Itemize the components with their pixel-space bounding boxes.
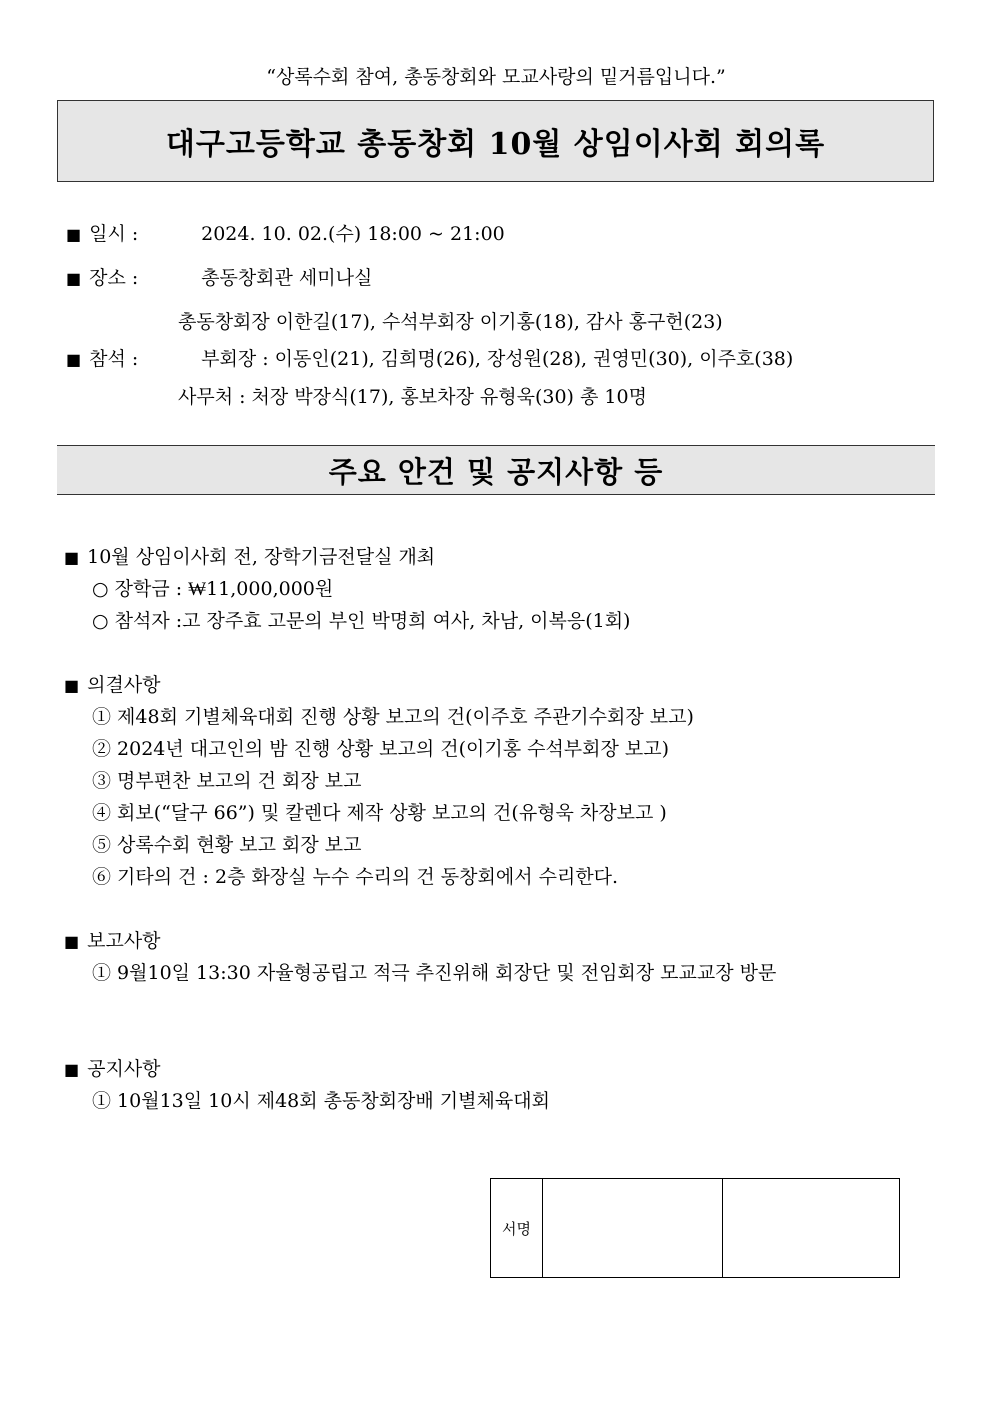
date-label: 일시 : — [89, 223, 139, 245]
info-place-row — [66, 263, 372, 290]
slogan: “상록수회 참여, 총동창회와 모교사랑의 밑거름입니다.” — [266, 66, 726, 88]
list-item: ○ 참석자 :고 장주효 고문의 부인 박명희 여사, 차남, 이복응(1회) — [92, 610, 631, 632]
square-bullet-icon: ■ — [66, 269, 82, 288]
attendee-line-3: 사무처 : 처장 박장식(17), 홍보차장 유형욱(30) 총 10명 — [178, 386, 647, 408]
place-label: 장소 : — [89, 267, 139, 289]
list-item: ④ 회보(“달구 66”) 및 칼렌다 제작 상황 보고의 건(유형욱 차장보고 ) — [92, 802, 667, 824]
document-title: 대구고등학교 총동창회 10월 상임이사회 회의록 — [57, 100, 934, 182]
signature-cell-1 — [543, 1179, 723, 1277]
section-heading-reports: ■ 보고사항 — [64, 930, 161, 952]
square-bullet-icon: ■ — [66, 225, 82, 244]
section-heading-notices: ■ 공지사항 — [64, 1058, 161, 1080]
signature-cell-2 — [723, 1179, 899, 1277]
info-attend-row — [66, 344, 793, 371]
attendee-line-1: 총동창회장 이한길(17), 수석부회장 이기홍(18), 감사 홍구헌(23) — [178, 311, 723, 333]
attendee-line-2: 부회장 : 이동인(21), 김희명(26), 장성원(28), 권영민(30), 이주호(38) — [201, 348, 794, 370]
square-bullet-icon: ■ — [64, 548, 80, 567]
square-bullet-icon: ■ — [64, 676, 80, 695]
signature-label: 서명 — [491, 1179, 543, 1277]
list-item: ⑤ 상록수회 현황 보고 회장 보고 — [92, 834, 362, 856]
date-value: 2024. 10. 02.(수) 18:00 ~ 21:00 — [201, 223, 505, 245]
section-heading-scholarship: ■ 10월 상임이사회 전, 장학기금전달실 개최 — [64, 546, 436, 568]
square-bullet-icon: ■ — [64, 1060, 80, 1079]
list-item: ① 10월13일 10시 제48회 총동창회장배 기별체육대회 — [92, 1090, 550, 1112]
list-item: ⑥ 기타의 건 : 2층 화장실 누수 수리의 건 동창회에서 수리한다. — [92, 866, 619, 888]
info-date-row — [66, 219, 505, 246]
list-item: ① 9월10일 13:30 자율형공립고 적극 추진위해 회장단 및 전임회장 모교교장 방문 — [92, 962, 777, 984]
signature-table — [490, 1178, 900, 1278]
list-item: ② 2024년 대고인의 밤 진행 상황 보고의 건(이기홍 수석부회장 보고) — [92, 738, 670, 760]
list-item: ① 제48회 기별체육대회 진행 상황 보고의 건(이주호 주관기수회장 보고) — [92, 706, 694, 728]
section-title: 주요 안건 및 공지사항 등 — [57, 445, 935, 495]
square-bullet-icon: ■ — [64, 932, 80, 951]
list-item: ○ 장학금 : ₩11,000,000원 — [92, 578, 334, 600]
square-bullet-icon: ■ — [66, 350, 82, 369]
place-value: 총동창회관 세미나실 — [201, 267, 373, 289]
list-item: ③ 명부편찬 보고의 건 회장 보고 — [92, 770, 362, 792]
attend-label: 참석 : — [89, 348, 139, 370]
section-heading-resolutions: ■ 의결사항 — [64, 674, 161, 696]
